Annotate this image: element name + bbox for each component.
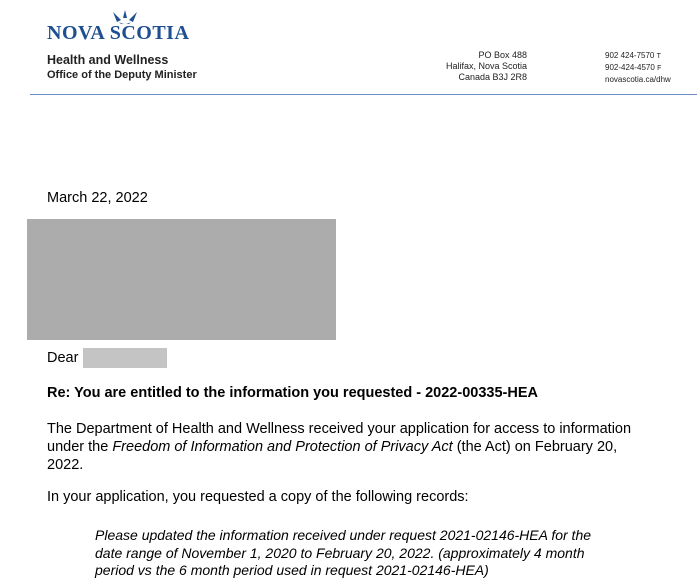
- act-title: Freedom of Information and Protection of Privacy Act: [112, 439, 453, 455]
- request-quote: [95, 527, 685, 580]
- address-line: Halifax, Nova Scotia: [445, 61, 527, 71]
- phone-line: [605, 50, 671, 62]
- mailing-address: [446, 50, 527, 83]
- quote-line: period vs the 6 month period used in request 2021-02146-HEA): [95, 562, 489, 578]
- body-paragraph-1: [47, 420, 677, 474]
- salutation: [47, 348, 167, 368]
- phone-suffix: T: [656, 53, 661, 60]
- fax-suffix: F: [657, 65, 662, 72]
- website-link[interactable]: novascotia.ca/dhw: [605, 75, 671, 84]
- logo-wordmark: NOVA SCOTIA: [47, 22, 190, 44]
- contact-info: [605, 50, 671, 85]
- subject-line: Re: You are entitled to the information you requested - 2022-00335-HEA: [47, 385, 538, 401]
- fax-line: [605, 62, 671, 74]
- website-line: [605, 74, 671, 85]
- phone-number: 902 424-7570: [605, 51, 655, 60]
- quote-line: Please updated the information received under request 2021-02146-HEA for the: [95, 527, 592, 543]
- nova-scotia-logo: [47, 8, 190, 44]
- address-line: Canada B3J 2R8: [458, 72, 527, 82]
- quote-line: date range of November 1, 2020 to February 20, 2022. (approximately 4 month: [95, 544, 585, 561]
- header-divider: [30, 94, 697, 95]
- letter-date: March 22, 2022: [47, 190, 148, 206]
- redacted-address-block: [27, 219, 336, 340]
- paragraph-line: The Department of Health and Wellness received your application for access to information: [47, 421, 632, 437]
- office-name: Office of the Deputy Minister: [47, 69, 197, 81]
- body-paragraph-2: In your application, you requested a copy of the following records:: [47, 489, 469, 505]
- fax-number: 902-424-4570: [605, 63, 655, 72]
- salutation-text: Dear: [47, 350, 79, 366]
- paragraph-line: 2022.: [47, 457, 84, 473]
- address-line: PO Box 488: [478, 50, 527, 60]
- department-name: Health and Wellness: [47, 53, 169, 67]
- redacted-name: [83, 348, 167, 368]
- paragraph-line: under the Freedom of Information and Protection of Privacy Act (the Act) on February 20,: [47, 439, 618, 455]
